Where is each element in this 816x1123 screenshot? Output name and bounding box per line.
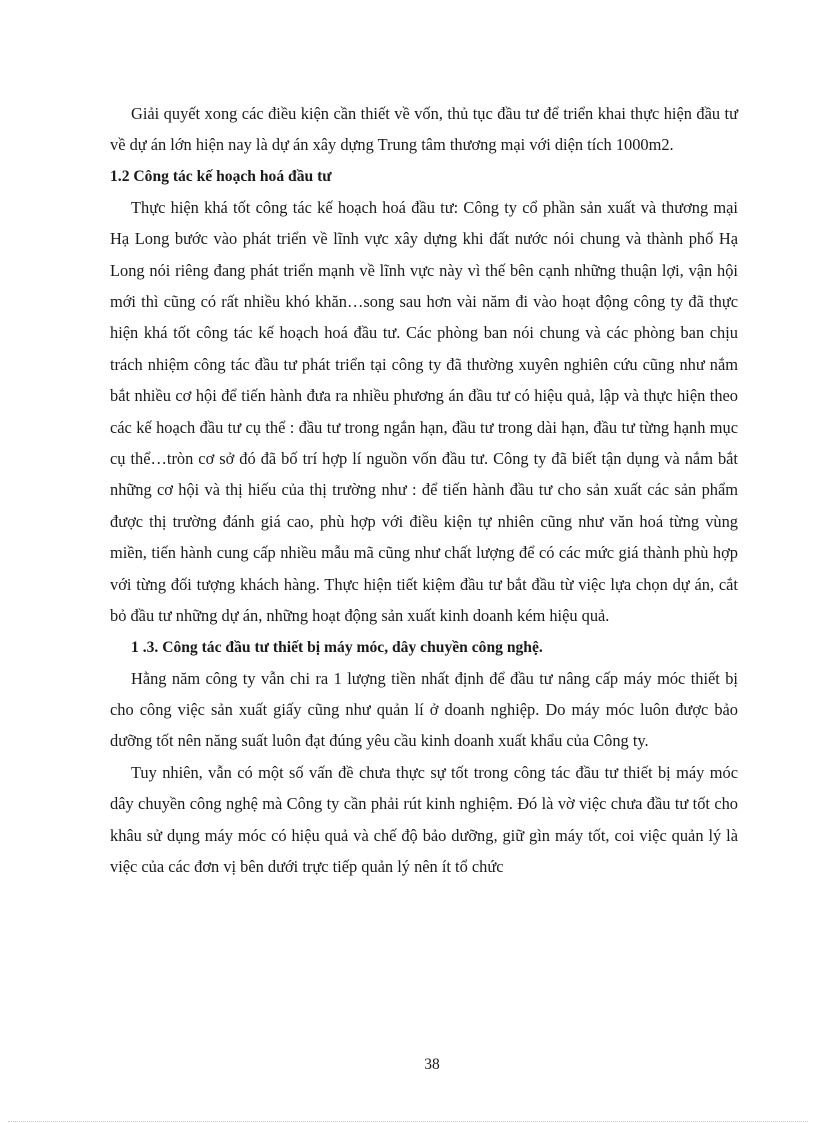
paragraph-limitations: Tuy nhiên, vẫn có một số vấn đề chưa thực sự tốt trong công tác đầu tư thiết bị máy móc dây chuyền công nghệ mà Công ty cần phải rút kinh nghiệm. Đó là vờ việc chưa đầu tư tốt cho khâu sử dụng máy móc có hiệu quả và chế độ bảo dưỡng, giữ gìn máy tốt, coi việc quản lý là việc của các đơn vị bên dưới trực tiếp quản lý nên ít tổ chức bbox=[110, 762, 738, 876]
page-bottom-divider bbox=[8, 1121, 808, 1122]
section-heading-1-3: 1 .3. Công tác đầu tư thiết bị máy móc, dây chuyền công nghệ. bbox=[131, 638, 543, 656]
page-number: 38 bbox=[424, 1056, 440, 1073]
paragraph-investment-planning: Thực hiện khá tốt công tác kế hoạch hoá đầu tư: Công ty cổ phần sản xuất và thương mại Hạ Long bước vào phát triển về lĩnh vực xây dựng khi đất nước nói chung và thành phố Hạ Long nói riêng đang phát triển mạnh về lĩnh vực này vì thế bên cạnh những thuận lợi, vận hội mới thì cũng có rất nhiều khó khăn…song sau hơn vài năm đi vào hoạt động công ty đã thực hiện khá tốt công tác kế hoạch hoá đầu tư. Các phòng ban nói chung và các phòng ban chịu trách nhiệm công tác đầu tư phát triển tại công ty đã thường xuyên nghiên cứu cũng như nắm bắt nhiều cơ hội để tiến hành đưa ra nhiều phương án đầu tư có hiệu quả, lập và thực hiện theo các kế hoạch đầu tư cụ thể : đầu tư trong ngắn hạn, đầu tư trong dài hạn, đầu tư từng hạnh mục cụ thể…tròn cơ sở đó đã bố trí hợp lí nguồn vốn đầu tư. Công ty đã biết tận dụng và nắm bắt những cơ hội và thị hiếu của thị trường như : để tiến hành đầu tư cho sản xuất các sản phẩm được thị trường đánh giá cao, phù hợp với điều kiện tự nhiên cũng như văn hoá từng vùng miền, tiến hành cung cấp nhiều mẫu mã cũng như chất lượng để có các mức giá thành phù hợp với từng đối tượng khách hàng. Thực hiện tiết kiệm đầu tư bắt đầu từ việc lựa chọn dự án, cắt bỏ đầu tư những dự án, những hoạt động sản xuất kinh doanh kém hiệu quả. bbox=[110, 197, 738, 626]
section-heading-1-2: 1.2 Công tác kế hoạch hoá đầu tư bbox=[110, 167, 332, 185]
paragraph-equipment-investment: Hằng năm công ty vẫn chi ra 1 lượng tiền nhất định để đầu tư nâng cấp máy móc thiết bị cho công việc sản xuất giấy cũng như quản lí ở doanh nghiệp. Do máy móc luôn được bảo dưỡng tốt nên năng suất luôn đạt đúng yêu cầu kinh doanh xuất khẩu của Công ty. bbox=[110, 668, 738, 751]
document-page bbox=[110, 98, 738, 882]
paragraph-intro: Giải quyết xong các điều kiện cần thiết về vốn, thủ tục đầu tư để triển khai thực hiện đầu tư về dự án lớn hiện nay là dự án xây dựng Trung tâm thương mại với diện tích 1000m2. bbox=[110, 104, 738, 155]
